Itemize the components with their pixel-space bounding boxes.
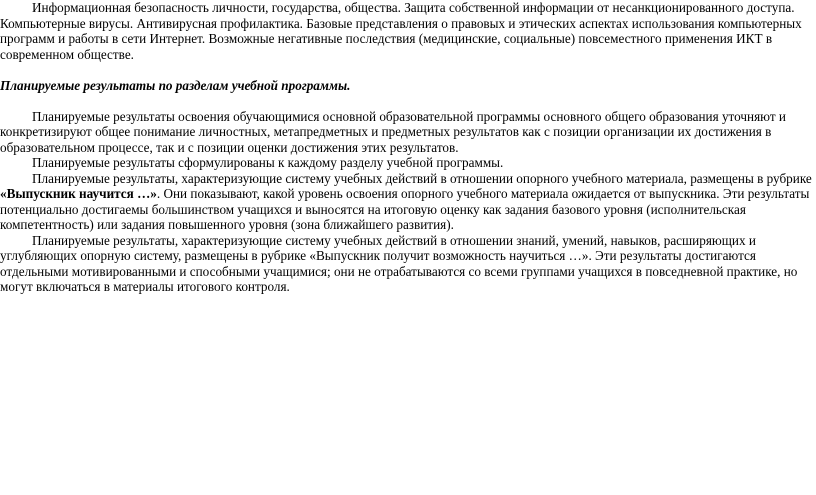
rubric-graduate-will-learn: «Выпускник научится …» [0, 186, 157, 201]
paragraph-graduate-will-learn [0, 171, 812, 233]
section-heading: Планируемые результаты по разделам учебной программы. [0, 77, 351, 93]
paragraph-graduate-will-have-opportunity: Планируемые результаты, характеризующие систему учебных действий в отношении знаний, умений, навыков, расширяющих и углубляющих опорную систему, размещены в рубрике «Выпускник получит возможность научиться …». Эти результаты достигаются отдельными мотивированными и способными учащимися; они не отрабатываются со всеми группами учащихся в повседневной практике, но могут включаться в материалы итогового контроля. [0, 232, 798, 294]
paragraph-planned-results-sections: Планируемые результаты сформулированы к каждому разделу учебной программы. [32, 155, 504, 170]
paragraph-3-text-after: . Они показывают, какой уровень освоения опорного учебного материала ожидается от выпускника. Эти результаты потенциально достигаемы большинством учащихся и выносятся на итоговую оценку как задания базового уровня (исполнительская компетентность) или задания повышенного уровня (зона ближайшего развития). [0, 186, 810, 232]
intro-paragraph: Информационная безопасность личности, государства, общества. Защита собственной информации от несанкционированного доступа. Компьютерные вирусы. Антивирусная профилактика. Базовые представления о правовых и этических аспектах использования компьютерных программ и работы в сети Интернет. Возможные негативные последствия (медицинские, социальные) повсеместного применения ИКТ в современном обществе. [0, 0, 802, 62]
paragraph-3-text-before: Планируемые результаты, характеризующие систему учебных действий в отношении опорного учебного материала, размещены в рубрике [32, 170, 812, 186]
paragraph-planned-results-overview: Планируемые результаты освоения обучающимися основной образовательной программы основного общего образования уточняют и конкретизируют общее понимание личностных, метапредметных и предметных результатов как с позиции организации их достижения в образовательном процессе, так и с позиции оценки достижения этих результатов. [0, 108, 786, 155]
